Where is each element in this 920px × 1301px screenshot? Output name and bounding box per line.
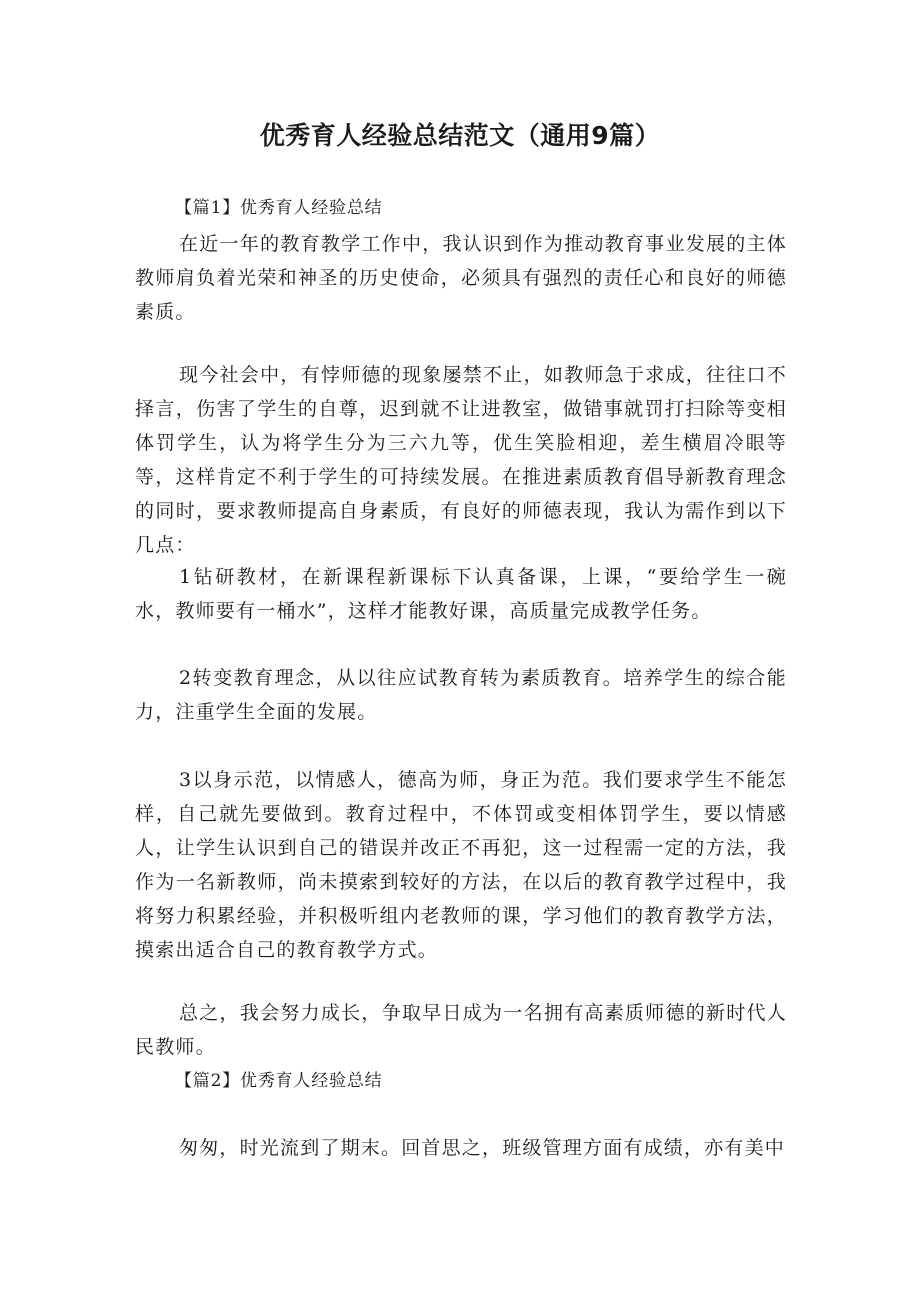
- paragraph-point-3: 3以身示范，以情感人，德高为师，身正为范。我们要求学生不能怎样，自己就先要做到。教育过程中，不体罚或变相体罚学生，要以情感人，让学生认识到自己的错误并改正不再犯，这一过程需一定的方法，我作为一名新教师，尚未摸索到较好的方法，在以后的教育教学过程中，我将努力积累经验，并积极听组内老教师的课，学习他们的教育教学方法，摸索出适合自己的教育教学方式。: [135, 769, 787, 961]
- paragraph-intro: 在近一年的教育教学工作中，我认识到作为推动教育事业发展的主体教师肩负着光荣和神圣的历史使命，必须具有强烈的责任心和良好的师德素质。: [135, 233, 787, 323]
- paragraph-point-1: 1钻研教材，在新课程新课标下认真备课，上课，“要给学生一碗水，教师要有一桶水”，这样才能教好课，高质量完成教学任务。: [135, 566, 787, 622]
- paragraph-problems: 现今社会中，有悖师德的现象屡禁不止，如教师急于求成，往往口不择言，伤害了学生的自尊，迟到就不让进教室，做错事就罚打扫除等变相体罚学生，认为将学生分为三六九等，优生笑脸相迎，差生横眉冷眼等等，这样肯定不利于学生的可持续发展。在推进素质教育倡导新教育理念的同时，要求教师提高自身素质，有良好的师德表现，我认为需作到以下几点：: [135, 364, 787, 556]
- paragraph-conclusion: 总之，我会努力成长，争取早日成为一名拥有高素质师德的新时代人民教师。: [135, 1002, 787, 1058]
- section-heading-2: 【篇2】优秀育人经验总结: [175, 1071, 383, 1091]
- section-heading-1: 【篇1】优秀育人经验总结: [175, 198, 383, 218]
- paragraph-section2-start: 匆匆，时光流到了期末。回首思之，班级管理方面有成绩，亦有美中: [179, 1137, 786, 1159]
- document-title: 优秀育人经验总结范文（通用9篇）: [259, 121, 661, 150]
- paragraph-point-2: 2转变教育理念，从以往应试教育转为素质教育。培养学生的综合能力，注重学生全面的发展。: [135, 667, 787, 723]
